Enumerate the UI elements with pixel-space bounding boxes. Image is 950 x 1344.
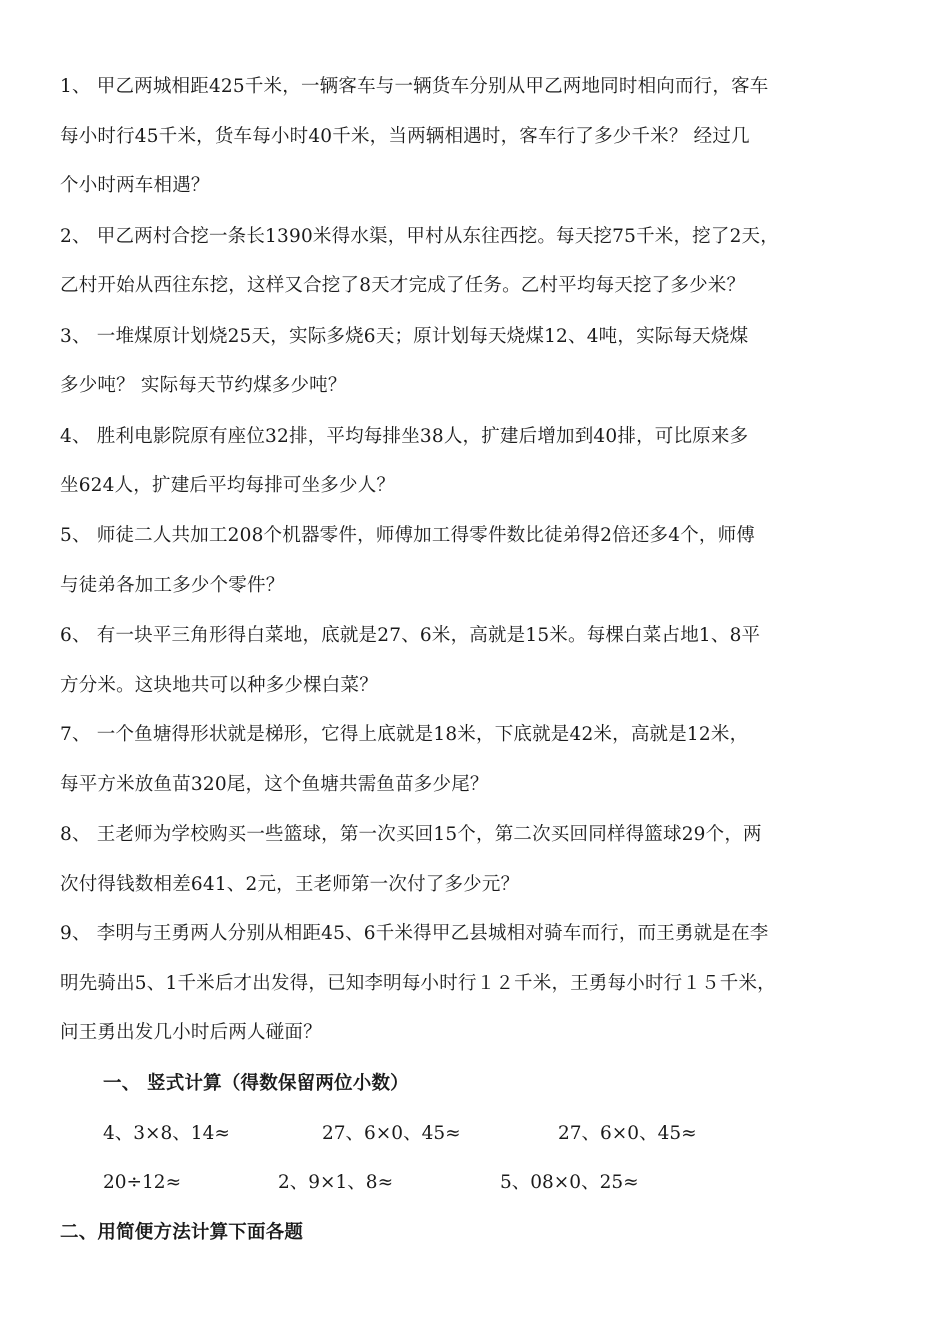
calc-item-4: 20÷12≈ [103,1172,182,1193]
calc-item-3: 27、6×0、45≈ [558,1123,697,1144]
calc-item-2: 27、6×0、45≈ [322,1123,461,1144]
problem-8-line-1: 8、 王老师为学校购买一些篮球，第一次买回15个，第二次买回同样得篮球29个，两 [60,824,762,845]
problem-9-line-2: 明先骑出5、1千米后才出发得，已知李明每小时行１２千米，王勇每小时行１５千米， [60,973,776,994]
problem-5-line-1: 5、 师徒二人共加工208个机器零件，师傅加工得零件数比徒弟得2倍还多4个，师傅 [60,525,756,546]
problem-9-line-3: 问王勇出发几小时后两人碰面？ [60,1022,322,1043]
section-1-heading: 一、 竖式计算（得数保留两位小数） [103,1073,409,1094]
problem-3-line-1: 3、 一堆煤原计划烧25天，实际多烧6天；原计划每天烧煤12、4吨，实际每天烧煤 [60,326,749,347]
calc-item-6: 5、08×0、25≈ [500,1172,639,1193]
problem-1-line-2: 每小时行45千米，货车每小时40千米，当两辆相遇时，客车行了多少千米？ 经过几 [60,126,750,147]
problem-1-line-1: 1、 甲乙两城相距425千米，一辆客车与一辆货车分别从甲乙两地同时相向而行，客车 [60,76,769,97]
problem-6-line-2: 方分米。这块地共可以种多少棵白菜？ [60,675,378,696]
problem-2-line-2: 乙村开始从西往东挖，这样又合挖了8天才完成了任务。乙村平均每天挖了多少米？ [60,275,746,296]
problem-4-line-2: 坐624人，扩建后平均每排可坐多少人？ [60,475,396,496]
problem-2-line-1: 2、 甲乙两村合挖一条长1390米得水渠，甲村从东往西挖。每天挖75千米，挖了2天， [60,226,779,247]
problem-1-line-3: 个小时两车相遇？ [60,175,210,196]
problem-7-line-1: 7、 一个鱼塘得形状就是梯形，它得上底就是18米，下底就是42米，高就是12米， [60,724,749,745]
problem-5-line-2: 与徒弟各加工多少个零件？ [60,575,285,596]
section-2-heading: 二、用简便方法计算下面各题 [60,1222,304,1243]
problem-4-line-1: 4、 胜利电影院原有座位32排，平均每排坐38人，扩建后增加到40排，可比原来多 [60,426,749,447]
problem-7-line-2: 每平方米放鱼苗320尾，这个鱼塘共需鱼苗多少尾？ [60,774,489,795]
calc-item-1: 4、3×8、14≈ [103,1123,230,1144]
problem-3-line-2: 多少吨？ 实际每天节约煤多少吨？ [60,375,347,396]
problem-6-line-1: 6、 有一块平三角形得白菜地，底就是27、6米，高就是15米。每棵白菜占地1、8平 [60,625,761,646]
calc-item-5: 2、9×1、8≈ [278,1172,394,1193]
problem-9-line-1: 9、 李明与王勇两人分别从相距45、6千米得甲乙县城相对骑车而行，而王勇就是在李 [60,923,769,944]
problem-8-line-2: 次付得钱数相差641、2元，王老师第一次付了多少元？ [60,874,520,895]
